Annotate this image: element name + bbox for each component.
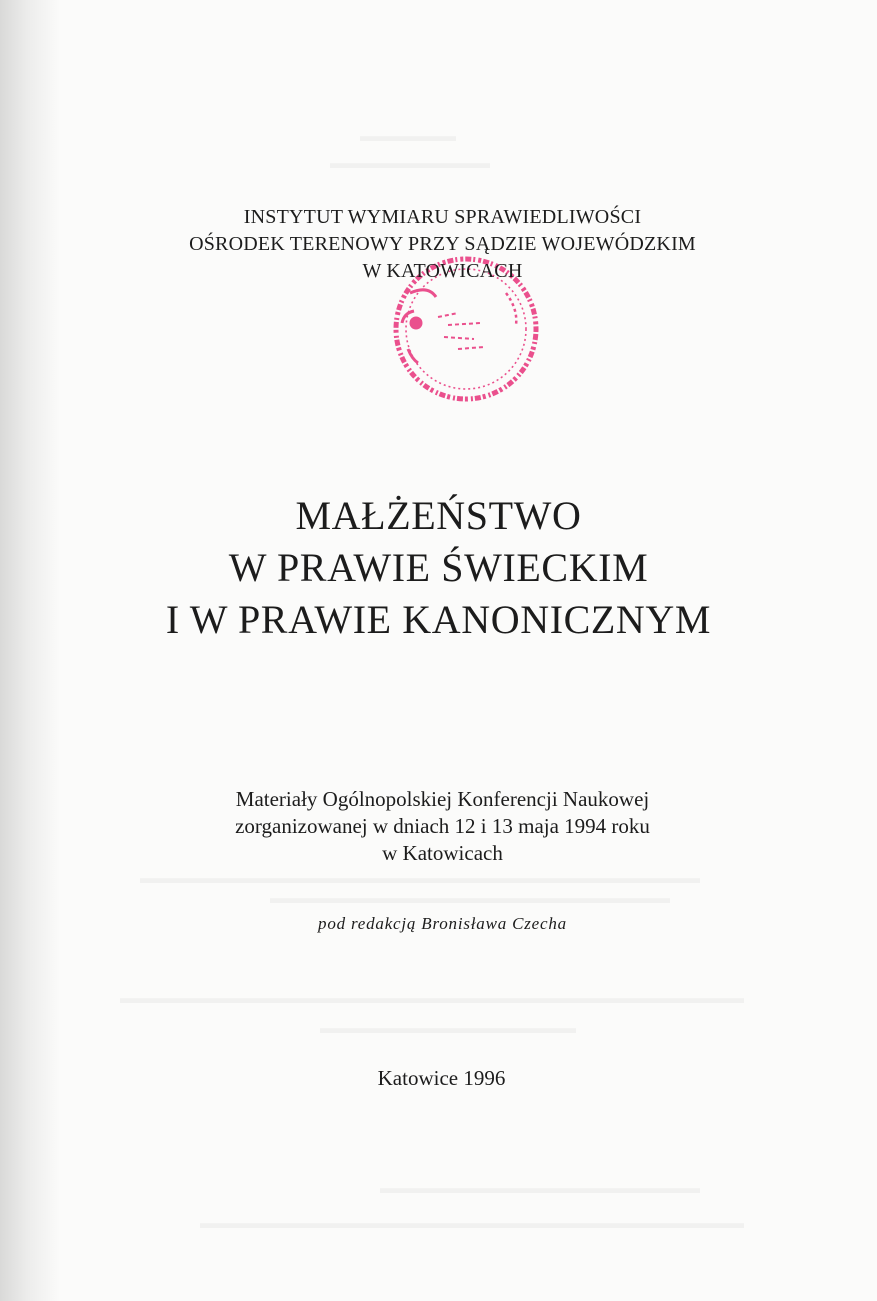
institute-line: W KATOWICACH [362, 260, 523, 282]
bleed-through [380, 1180, 700, 1198]
title-line: I W PRAWIE KANONICZNYM [165, 597, 712, 642]
gutter-shadow [0, 0, 60, 1301]
description-line: w Katowicach [382, 841, 503, 865]
bleed-through [140, 870, 700, 888]
bleed-through [200, 1215, 744, 1233]
bleed-through [360, 128, 456, 146]
bleed-through [330, 155, 490, 173]
institute-heading [0, 204, 877, 285]
title-line: W PRAWIE ŚWIECKIM [228, 545, 649, 590]
institute-line: OŚRODEK TERENOWY PRZY SĄDZIE WOJEWÓDZKIM [189, 233, 696, 255]
bleed-through [270, 890, 670, 908]
bleed-through [120, 990, 744, 1008]
description-line: Materiały Ogólnopolskiej Konferencji Naukowej [235, 787, 650, 811]
title-line: MAŁŻEŃSTWO [295, 493, 582, 538]
book-title [0, 490, 877, 646]
conference-description [0, 786, 877, 867]
bleed-through [320, 1020, 576, 1038]
place-and-year: Katowice 1996 [377, 1066, 506, 1090]
institute-line: INSTYTUT WYMIARU SPRAWIEDLIWOŚCI [243, 206, 642, 228]
editor-credit: pod redakcją Bronisława Czecha [318, 914, 567, 933]
description-line: zorganizowanej w dniach 12 i 13 maja 1994 roku [235, 814, 650, 838]
